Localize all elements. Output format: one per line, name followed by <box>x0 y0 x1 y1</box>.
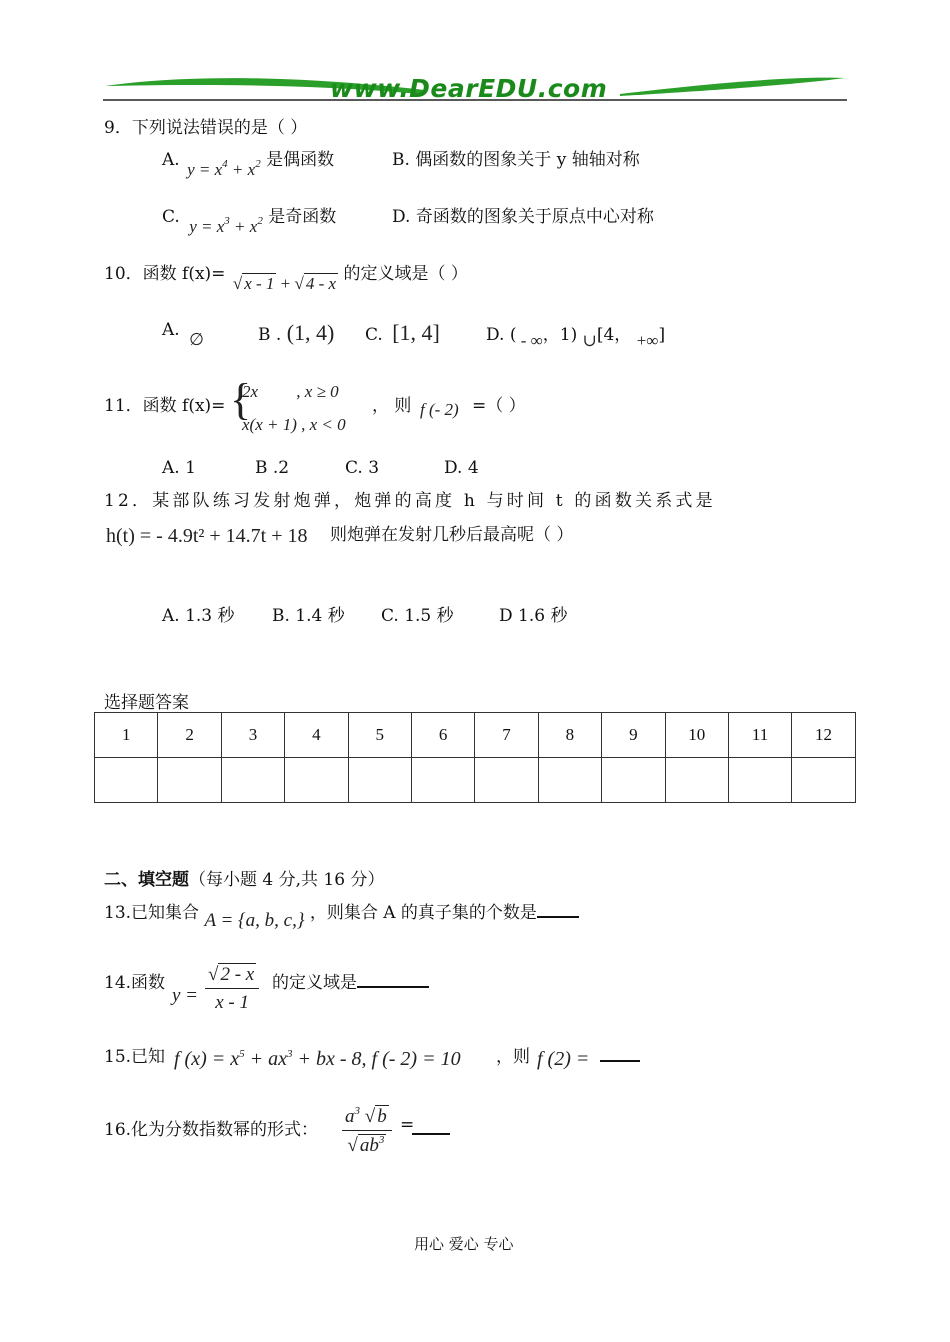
q10-d-label: D. ( <box>486 325 517 345</box>
q13-suffix: ，则集合 A 的真子集的个数是 <box>309 903 537 923</box>
q9-a-label: A. <box>162 150 180 170</box>
header-site-name: www.DearEDU.com <box>330 74 608 103</box>
q11-stem: 11．函数 f(x)= <box>104 396 226 416</box>
q15-prefix: 15.已知 <box>104 1047 166 1067</box>
q16-answer-blank[interactable] <box>412 1133 450 1135</box>
q9-a-suffix: 是偶函数 <box>266 150 335 170</box>
q10-a-label: A. <box>162 320 180 340</box>
union-icon: ∪ <box>582 331 597 350</box>
q10-c-label: C. <box>365 325 383 345</box>
q9-option-a <box>162 145 335 179</box>
q10-d-pos-inf: +∞ <box>636 331 659 350</box>
q10-option-d <box>486 320 666 350</box>
q9-option-b: B. 偶函数的图象关于 y 轴轴对称 <box>392 150 640 170</box>
q16-fraction: $\frac{a^3 √ b}{√ ab^3}$ <box>342 1105 392 1157</box>
q14-fraction: $\frac{√ 2 - x}{x - 1}$ <box>205 963 259 1014</box>
answer-cell[interactable] <box>475 758 538 803</box>
answer-cell[interactable] <box>95 758 158 803</box>
q10-d-end: [4， <box>596 325 632 345</box>
q16-prefix: 16.化为分数指数幂的形式： <box>104 1120 319 1140</box>
answer-table <box>94 712 856 803</box>
answer-header-cell: 1 <box>95 713 158 758</box>
left-brace-icon: { <box>230 375 252 424</box>
q10-b-interval: (1, 4) <box>286 320 335 345</box>
answer-header-cell: 7 <box>475 713 538 758</box>
answer-cell[interactable] <box>538 758 601 803</box>
answer-header-cell: 10 <box>665 713 728 758</box>
q11-then: ， 则 <box>372 396 412 416</box>
q9-option-d: D. 奇函数的图象关于原点中心对称 <box>392 207 654 227</box>
q15-then: ，则 <box>496 1047 530 1067</box>
q12-option-c: C. 1.5 秒 <box>381 606 454 626</box>
q10-option-a <box>162 320 204 349</box>
q15-answer-blank[interactable] <box>600 1060 640 1062</box>
q9-c-formula: $y = x^3 + x^2$ <box>189 215 263 236</box>
q14-suffix: 的定义域是 <box>272 973 357 993</box>
answer-cell[interactable] <box>411 758 474 803</box>
q10-c-interval: [1, 4] <box>392 320 440 345</box>
q12-suffix: 则炮弹在发射几秒后最高呢（ ） <box>330 525 574 545</box>
q11-paren: =（ ） <box>472 396 526 416</box>
empty-set-icon: ∅ <box>189 330 204 349</box>
q11-case-2: x(x + 1) , x < 0 <box>242 415 346 434</box>
q9-c-suffix: 是奇函数 <box>268 207 337 227</box>
q14-suffix-line <box>272 968 429 993</box>
answer-header-cell: 3 <box>221 713 284 758</box>
answer-header-cell: 6 <box>411 713 474 758</box>
q10-option-c <box>365 320 440 346</box>
answer-header-cell: 9 <box>602 713 665 758</box>
answer-cell[interactable] <box>348 758 411 803</box>
q16-equals: = <box>400 1115 415 1135</box>
answer-cell[interactable] <box>285 758 348 803</box>
answer-header-cell: 4 <box>285 713 348 758</box>
q10-formula: √ x - 1 + √ 4 - x <box>232 274 337 293</box>
q15-target: f (2) = <box>537 1048 590 1070</box>
q13-formula: A = {a, b, c,} <box>204 910 305 931</box>
answer-cell[interactable] <box>602 758 665 803</box>
q11-formula: f (- 2) <box>420 400 459 419</box>
footer-motto: 用心 爱心 专心 <box>414 1235 514 1253</box>
answer-cell[interactable] <box>665 758 728 803</box>
q10-suffix: 的定义域是（ ） <box>343 264 468 284</box>
answer-header-cell: 5 <box>348 713 411 758</box>
q9-c-label: C. <box>162 207 180 227</box>
q12-option-b: B. 1.4 秒 <box>272 606 345 626</box>
answer-cell[interactable] <box>792 758 855 803</box>
answer-header-cell: 2 <box>158 713 221 758</box>
q11-option-b: B .2 <box>255 458 290 478</box>
answer-header-cell: 12 <box>792 713 855 758</box>
q9-option-c <box>162 202 337 236</box>
q11-case-1: 2x , x ≥ 0 <box>242 382 339 401</box>
q13-answer-blank[interactable] <box>537 900 579 918</box>
q9-a-formula: $y = x^4 + x^2$ <box>187 158 261 179</box>
section2-title: 二、填空题 <box>104 870 189 890</box>
q10-d-mid: ，1) <box>542 325 578 345</box>
q11-option-d: D. 4 <box>444 458 479 478</box>
q10-stem-text: 10．函数 f(x)= <box>104 264 226 284</box>
q14-formula-lhs: y = <box>172 985 199 1006</box>
answer-header-cell: 8 <box>538 713 601 758</box>
q9-stem: 9．下列说法错误的是（ ） <box>104 118 308 138</box>
answer-header-cell: 11 <box>728 713 791 758</box>
q10-stem <box>104 259 468 293</box>
section2-note: （每小题 4 分,共 16 分） <box>189 870 385 890</box>
answer-header-row <box>95 713 856 758</box>
q13-prefix: 13.已知集合 <box>104 903 200 923</box>
answer-cell[interactable] <box>728 758 791 803</box>
q10-b-label: B . <box>258 325 282 345</box>
q12-option-d: D 1.6 秒 <box>499 606 568 626</box>
q13-line <box>104 898 579 931</box>
answers-title: 选择题答案 <box>104 693 189 713</box>
q14-answer-blank[interactable] <box>357 970 429 988</box>
section2-heading <box>104 865 384 890</box>
q12-formula: h(t) = - 4.9t² + 14.7t + 18 <box>106 525 308 547</box>
q10-option-b <box>258 320 334 346</box>
q14-prefix: 14.函数 <box>104 973 166 993</box>
answer-cell[interactable] <box>158 758 221 803</box>
q12-stem: 12．某部队练习发射炮弹，炮弹的高度 h 与时间 t 的函数关系式是 <box>104 491 716 511</box>
q10-d-neg-inf: - ∞ <box>516 331 543 350</box>
q11-option-a: A. 1 <box>162 458 196 478</box>
q11-option-c: C. 3 <box>345 458 380 478</box>
answer-input-row <box>95 758 856 803</box>
q15-formula: f $(x) = x^5 + ax^3$ + bx - 8, f (- 2) = 10 <box>174 1048 461 1070</box>
q10-d-close: ] <box>658 325 666 345</box>
answer-cell[interactable] <box>221 758 284 803</box>
q12-option-a: A. 1.3 秒 <box>162 606 235 626</box>
